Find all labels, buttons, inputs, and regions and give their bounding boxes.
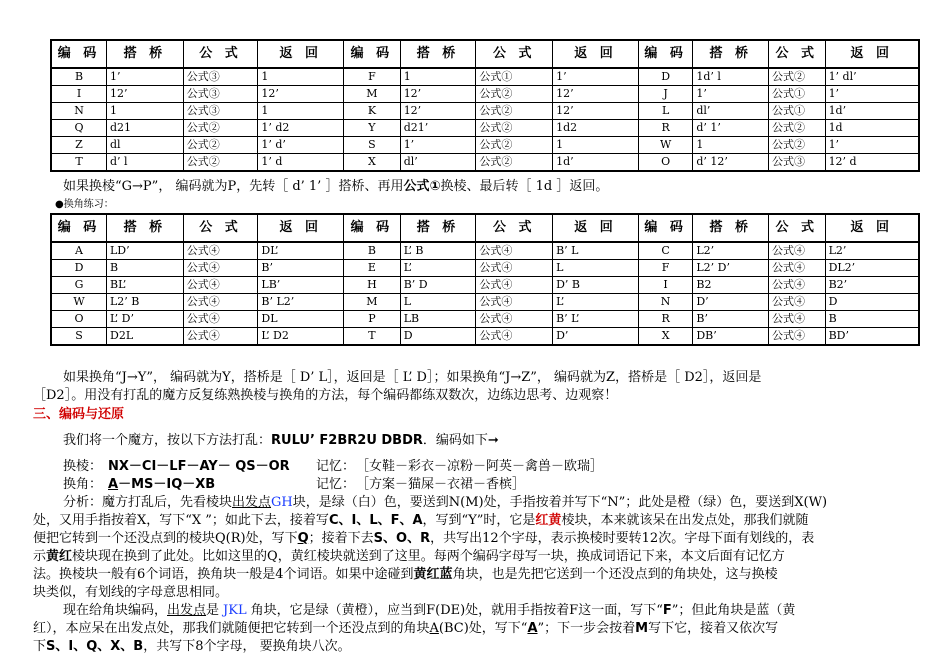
- cell-formula: 公式②: [183, 154, 258, 172]
- cell-return: BD’: [825, 328, 919, 346]
- cell-return: 12’: [258, 86, 344, 103]
- cell-bridge: L: [400, 294, 476, 311]
- cell-code: Q: [51, 120, 107, 137]
- cell-code: F: [638, 260, 693, 277]
- column-header: 公 式: [476, 214, 553, 242]
- cell-bridge: L2’ B: [107, 294, 184, 311]
- cell-return: 1d’: [825, 103, 919, 120]
- column-header: 编 码: [344, 214, 401, 242]
- cell-formula: 公式④: [183, 311, 258, 328]
- column-header: 搭 桥: [107, 40, 184, 68]
- cell-formula: 公式④: [476, 260, 553, 277]
- cell-return: B’: [258, 260, 344, 277]
- cell-formula: 公式②: [476, 120, 553, 137]
- cell-return: 1d: [825, 120, 919, 137]
- cell-return: B2’: [825, 277, 919, 294]
- table-row: [51, 260, 919, 277]
- cell-bridge: 12’: [107, 86, 184, 103]
- column-header: 返 回: [258, 214, 344, 242]
- cell-bridge: DB’: [693, 328, 769, 346]
- cell-bridge: 1: [400, 68, 476, 86]
- cell-bridge: d21: [107, 120, 184, 137]
- cell-formula: 公式④: [476, 311, 553, 328]
- cell-bridge: B2: [693, 277, 769, 294]
- column-header: 返 回: [258, 40, 344, 68]
- cell-return: L2’: [825, 242, 919, 260]
- table-row: [51, 328, 919, 346]
- cell-bridge: 1’: [400, 137, 476, 154]
- cell-bridge: L’: [400, 260, 476, 277]
- table-row: [51, 311, 919, 328]
- column-header: 公 式: [769, 40, 826, 68]
- cell-return: B’ L’: [553, 311, 639, 328]
- column-header: 搭 桥: [693, 40, 769, 68]
- column-header: 编 码: [638, 214, 693, 242]
- cell-bridge: 1’: [693, 86, 769, 103]
- cell-bridge: L’ D’: [107, 311, 184, 328]
- cell-formula: 公式④: [769, 242, 826, 260]
- cell-formula: 公式②: [183, 120, 258, 137]
- column-header: 编 码: [344, 40, 401, 68]
- column-header: 公 式: [183, 40, 258, 68]
- cell-code: Y: [344, 120, 401, 137]
- analysis-line-9: 下S、I、Q、X、B，共写下8个字母， 要换角块八次。: [33, 639, 351, 654]
- cell-code: O: [638, 154, 693, 172]
- cell-return: 1: [258, 103, 344, 120]
- cell-bridge: dl’: [400, 154, 476, 172]
- cell-formula: 公式④: [769, 328, 826, 346]
- cell-return: L’: [553, 294, 639, 311]
- table-header-row: [51, 214, 919, 242]
- cell-bridge: 1: [693, 137, 769, 154]
- cell-code: X: [638, 328, 693, 346]
- column-header: 返 回: [553, 214, 639, 242]
- cell-formula: 公式②: [476, 86, 553, 103]
- column-header: 返 回: [825, 40, 919, 68]
- cell-code: T: [51, 154, 107, 172]
- column-header: 公 式: [769, 214, 826, 242]
- cell-code: C: [638, 242, 693, 260]
- cell-return: 1: [258, 68, 344, 86]
- cell-code: B: [344, 242, 401, 260]
- cell-formula: 公式④: [769, 277, 826, 294]
- cell-return: B’ L2’: [258, 294, 344, 311]
- cell-formula: 公式②: [476, 137, 553, 154]
- cell-formula: 公式②: [476, 103, 553, 120]
- cell-code: E: [344, 260, 401, 277]
- table-header-row: [51, 40, 919, 68]
- cell-code: R: [638, 120, 693, 137]
- cell-code: W: [51, 294, 107, 311]
- cell-return: L: [553, 260, 639, 277]
- cell-formula: 公式④: [183, 242, 258, 260]
- cell-return: D’ B: [553, 277, 639, 294]
- column-header: 返 回: [825, 214, 919, 242]
- cell-formula: 公式③: [183, 68, 258, 86]
- cell-code: N: [638, 294, 693, 311]
- cell-code: F: [344, 68, 401, 86]
- cell-formula: 公式②: [769, 137, 826, 154]
- cell-return: B: [825, 311, 919, 328]
- corner-swap-note-line1: 如果换角“J→Y”， 编码就为Y，搭桥是［ D’ L］，返回是［ L’ D］；如果换角“J→Z”， 编码就为Z，搭桥是［ D2］，返回是: [63, 370, 762, 385]
- cell-formula: 公式①: [769, 103, 826, 120]
- cell-code: I: [51, 86, 107, 103]
- cell-code: D: [638, 68, 693, 86]
- cell-formula: 公式④: [183, 260, 258, 277]
- cell-bridge: d’ l: [107, 154, 184, 172]
- cell-bridge: LB: [400, 311, 476, 328]
- corner-swap-table: [50, 213, 920, 346]
- cell-code: A: [51, 242, 107, 260]
- table-row: [51, 154, 919, 172]
- corner-swap-note-line2: ［D2］。用没有打乱的魔方反复练熟换棱与换角的方法，每个编码都练双数次，边练边思考、边观察！: [33, 388, 618, 403]
- cell-return: 1’: [825, 137, 919, 154]
- cell-formula: 公式④: [769, 294, 826, 311]
- cell-bridge: d’ 1’: [693, 120, 769, 137]
- table-row: [51, 294, 919, 311]
- cell-code: S: [344, 137, 401, 154]
- table-row: [51, 103, 919, 120]
- cell-return: 1’ dl’: [825, 68, 919, 86]
- cell-formula: 公式④: [769, 260, 826, 277]
- scramble-line: 我们将一个魔方，按以下方法打乱：RULU’ F2BR2U DBDR．编码如下➞: [63, 433, 499, 448]
- cell-return: DL2’: [825, 260, 919, 277]
- column-header: 编 码: [51, 214, 107, 242]
- cell-return: D: [825, 294, 919, 311]
- cell-formula: 公式④: [183, 294, 258, 311]
- table-row: [51, 242, 919, 260]
- column-header: 搭 桥: [400, 40, 476, 68]
- analysis-line-7: 现在给角块编码，出发点是 JKL 角块，它是绿（黄橙），应当到F(DE)处，就用手指按着F这一面，写下“F”；但此角块是蓝（黄: [63, 603, 796, 618]
- analysis-line-5: 法。换棱块一般有6个词语，换角块一般是4个词语。如果中途碰到黄红蓝角块，也是先把它送到一个还没点到的角块处，这与换棱: [33, 567, 778, 582]
- cell-bridge: d21’: [400, 120, 476, 137]
- cell-formula: 公式④: [183, 277, 258, 294]
- cell-formula: 公式②: [183, 137, 258, 154]
- analysis-line-3: 便把它转到一个还没点到的棱块Q(R)处，写下Q；接着下去S、O、R，共写出12个字母，表示换棱时要转12次。字母下面有划线的，表: [33, 531, 815, 546]
- cell-formula: 公式④: [769, 311, 826, 328]
- cell-formula: 公式④: [476, 242, 553, 260]
- analysis-line-2: 处，又用手指按着X，写下“X ”；如此下去，接着写C、I、L、F、A，写到“Y”时，它是红黄棱块，本来就该呆在出发点处，那我们就随: [33, 513, 809, 528]
- cell-code: K: [344, 103, 401, 120]
- table-row: [51, 277, 919, 294]
- column-header: 搭 桥: [107, 214, 184, 242]
- cell-return: 12’ d: [825, 154, 919, 172]
- cell-return: 12’: [553, 103, 639, 120]
- analysis-line-6: 块类似，有划线的字母意思相同。: [33, 585, 229, 600]
- cell-return: L’ D2: [258, 328, 344, 346]
- cell-return: DL: [258, 311, 344, 328]
- cell-code: X: [344, 154, 401, 172]
- table-row: [51, 120, 919, 137]
- cell-bridge: dl: [107, 137, 184, 154]
- corner-practice-label: ●换角练习：: [55, 199, 114, 210]
- analysis-line-4: 示黄红棱块现在换到了此处。比如这里的Q，黄红棱块就送到了这里。每两个编码字母写一块，换成词语记下来，本文后面有记忆方: [33, 549, 785, 564]
- cell-code: W: [638, 137, 693, 154]
- cell-formula: 公式②: [769, 68, 826, 86]
- cell-bridge: D’: [693, 294, 769, 311]
- cell-code: O: [51, 311, 107, 328]
- cell-bridge: LD’: [107, 242, 184, 260]
- cell-formula: 公式④: [476, 328, 553, 346]
- cell-return: 1’ d: [258, 154, 344, 172]
- cell-code: S: [51, 328, 107, 346]
- cell-bridge: L2’ D’: [693, 260, 769, 277]
- table-row: [51, 86, 919, 103]
- cell-code: P: [344, 311, 401, 328]
- column-header: 公 式: [476, 40, 553, 68]
- cell-formula: 公式①: [769, 86, 826, 103]
- cell-code: B: [51, 68, 107, 86]
- cell-bridge: L2’: [693, 242, 769, 260]
- cell-code: M: [344, 294, 401, 311]
- cell-code: H: [344, 277, 401, 294]
- cell-bridge: 12’: [400, 86, 476, 103]
- cell-bridge: 12’: [400, 103, 476, 120]
- analysis-line-1: 分析：魔方打乱后，先看棱块出发点GH块，是绿（白）色，要送到N(M)处，手指按着并写下“N”；此处是橙（绿）色，要送到X(W): [63, 495, 828, 510]
- cell-return: B’ L: [553, 242, 639, 260]
- cell-code: G: [51, 277, 107, 294]
- cell-code: R: [638, 311, 693, 328]
- cell-code: D: [51, 260, 107, 277]
- cell-code: M: [344, 86, 401, 103]
- table-row: [51, 68, 919, 86]
- analysis-line-8: 红），本应呆在出发点处，那我们就随便把它转到一个还没点到的角块A(BC)处，写下“A”；下一步会按着M写下它，接着又依次写: [33, 621, 779, 636]
- cell-code: I: [638, 277, 693, 294]
- cell-formula: 公式①: [476, 68, 553, 86]
- cell-return: 1: [553, 137, 639, 154]
- cell-bridge: D: [400, 328, 476, 346]
- table-row: [51, 137, 919, 154]
- cell-return: 1’: [825, 86, 919, 103]
- cell-return: 1d’: [553, 154, 639, 172]
- cell-return: 1d2: [553, 120, 639, 137]
- column-header: 编 码: [51, 40, 107, 68]
- cell-code: L: [638, 103, 693, 120]
- cell-bridge: B’ D: [400, 277, 476, 294]
- cell-bridge: L’ B: [400, 242, 476, 260]
- cell-formula: 公式③: [183, 103, 258, 120]
- edge-code-line: 换棱： NX－CI－LF－AY－ QS－OR 记忆： ［女鞋－彩衣－凉粉－阿英－禽兽－欧瑞］: [63, 459, 604, 474]
- cell-code: T: [344, 328, 401, 346]
- cell-return: 1’: [553, 68, 639, 86]
- cell-bridge: B: [107, 260, 184, 277]
- cell-code: N: [51, 103, 107, 120]
- cell-bridge: 1d’ l: [693, 68, 769, 86]
- cell-code: J: [638, 86, 693, 103]
- corner-code-line: 换角： A－MS－IQ－XB 记忆： ［方案－猫屎－衣裙－香槟］: [63, 477, 526, 492]
- cell-formula: 公式③: [183, 86, 258, 103]
- edge-swap-note: 如果换棱“G→P”， 编码就为P，先转［ d’ 1’ ］搭桥、再用公式①换棱、最后转［ 1d ］返回。: [63, 179, 609, 194]
- cell-formula: 公式②: [769, 120, 826, 137]
- column-header: 编 码: [638, 40, 693, 68]
- cell-bridge: B’: [693, 311, 769, 328]
- cell-formula: 公式④: [183, 328, 258, 346]
- cell-bridge: D2L: [107, 328, 184, 346]
- arrow-right-icon: ➞: [487, 433, 499, 448]
- cell-bridge: dl’: [693, 103, 769, 120]
- cell-bridge: 1’: [107, 68, 184, 86]
- column-header: 返 回: [553, 40, 639, 68]
- column-header: 搭 桥: [693, 214, 769, 242]
- cell-formula: 公式③: [769, 154, 826, 172]
- section-title: 三、编码与还原: [33, 407, 125, 422]
- cell-bridge: d’ 12’: [693, 154, 769, 172]
- cell-return: D’: [553, 328, 639, 346]
- cell-return: DL’: [258, 242, 344, 260]
- cell-formula: 公式④: [476, 294, 553, 311]
- cell-formula: 公式②: [476, 154, 553, 172]
- column-header: 公 式: [183, 214, 258, 242]
- cell-return: 1’ d2: [258, 120, 344, 137]
- cell-code: Z: [51, 137, 107, 154]
- cell-bridge: BL’: [107, 277, 184, 294]
- cell-return: 12’: [553, 86, 639, 103]
- cell-bridge: 1: [107, 103, 184, 120]
- cell-return: LB’: [258, 277, 344, 294]
- edge-swap-table: [50, 39, 920, 172]
- cell-return: 1’ d’: [258, 137, 344, 154]
- cell-formula: 公式④: [476, 277, 553, 294]
- column-header: 搭 桥: [400, 214, 476, 242]
